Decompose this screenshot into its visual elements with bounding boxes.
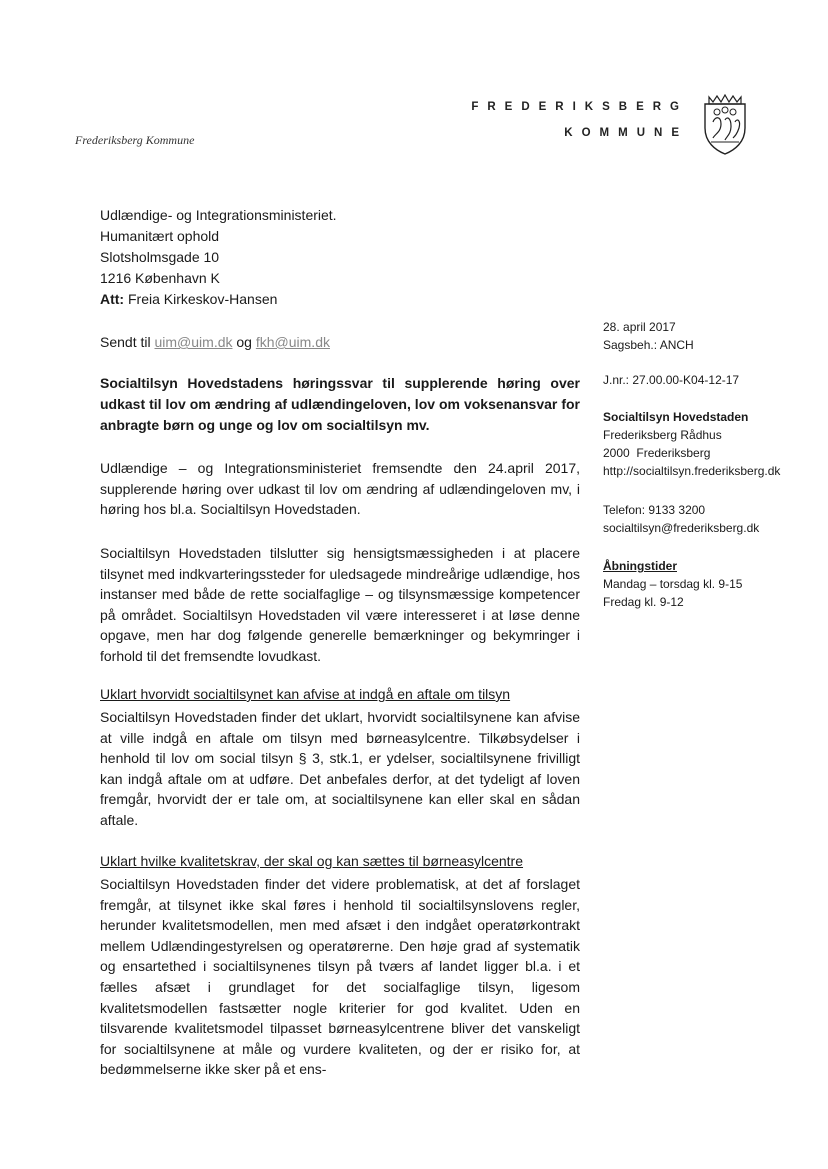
section-heading-2: Uklart hvilke kvalitetskrav, der skal og kan sættes til børneasylcentre [100, 853, 524, 869]
sent-prefix: Sendt til [100, 334, 155, 350]
org-address-line2: 2000 Frederiksberg [603, 446, 711, 460]
municipality-script-name: Frederiksberg Kommune [75, 133, 195, 147]
att-name: Freia Kirkeskov-Hansen [124, 291, 278, 307]
letter-date: 28. april 2017 [603, 320, 676, 334]
email-link-uim[interactable]: uim@uim.dk [154, 334, 233, 350]
org-email[interactable]: socialtilsyn@frederiksberg.dk [603, 521, 760, 535]
body-paragraph-3: Socialtilsyn Hovedstaden finder det uklart, hvorvidt socialtilsynene kan afvise at ville indgå en aftale om tilsyn med børneasylcentre. Tilkøbsydelser i henhold til lov om social tilsyn § 3, stk.1, er ydelser, socialtilsynene frivilligt kan indgå aftale om at udføre. Det anbefales derfor, at det tydeligt af loven fremgår, hvorvidt der er tale om, at socialtilsynene kan eller skal en sådan aftale. [100, 709, 580, 828]
address-line-city: 1216 København K [100, 270, 220, 286]
crest-icon [701, 94, 749, 156]
org-address-line1: Frederiksberg Rådhus [603, 428, 722, 442]
section-heading-1: Uklart hvorvidt socialtilsynet kan afvise at indgå en aftale om tilsyn [100, 686, 511, 702]
sidebar-contact-block [603, 501, 759, 537]
journal-number: J.nr.: 27.00.00-K04-12-17 [603, 373, 740, 387]
sent-to-line [100, 334, 330, 350]
opening-hours-weekdays: Mandag – torsdag kl. 9-15 [603, 577, 743, 591]
body-paragraph-2: Socialtilsyn Hovedstaden tilslutter sig hensigtsmæssigheden i at placere tilsynet med indkvarteringssteder for uledsagede mindreårige udlændige, hos instanser med både de rette socialfaglige – og tilsynsmæssige kompetencer på området. Socialtilsyn Hovedstaden vil være interesseret i at løse denne opgave, men har dog følgende generelle bemærkninger og bekymringer i forhold til det fremsendte lovudkast. [100, 545, 580, 664]
address-attention [100, 289, 337, 310]
sidebar-hours-block [603, 557, 742, 611]
case-officer: Sagsbeh.: ANCH [603, 338, 694, 352]
org-phone: Telefon: 9133 3200 [603, 503, 706, 517]
opening-hours-friday: Fredag kl. 9-12 [603, 595, 684, 609]
body-paragraph-1: Udlændige – og Integrationsministeriet fremsendte den 24.april 2017, supplerende høring over udkast til lov om ændring af udlændingeloven mv, i høring hos bl.a. Socialtilsyn Hovedstaden. [100, 460, 580, 518]
sent-and: og [232, 334, 256, 350]
letter-title: Socialtilsyn Hovedstadens høringssvar til supplerende høring over udkast til lov om ændring af udlændingeloven, lov om voksenansvar for anbragte børn og unge og lov om socialtilsyn mv. [100, 375, 580, 433]
address-line-department: Humanitært ophold [100, 228, 220, 244]
brand-line-frederiksberg: FREDERIKSBERG [471, 101, 688, 113]
address-line-street: Slotsholmsgade 10 [100, 249, 220, 265]
att-label: Att: [100, 291, 125, 307]
body-paragraph-4: Socialtilsyn Hovedstaden finder det videre problematisk, at det af forslaget fremgår, at tilsynet ikke skal føres i henhold til socialtilsynslovens regler, herunder kvalitetsmodellen, men med afsæt i den indgået operatørkontrakt mellem Udlændingestyrelsen og operatørerne. Den høje grad af systematik og ensartethed i socialtilsynenes tilsyn på tværs af landet ligger bl.a. i et fælles afsæt i grundlaget for det socialfaglige tilsyn, ligesom kvalitetsmodellen fastsætter nogle kriterier for god kvalitet. Uden en tilsvarende kvalitetsmodel tilpasset børneasylcentrene bliver det vanskeligt for socialtilsynene at måle og vurdere kvaliteten, og der er risiko for, at bedømmelserne ikke sker på et ens- [100, 876, 580, 1078]
sidebar-date-block [603, 318, 694, 354]
org-url[interactable]: http://socialtilsyn.frederiksberg.dk [603, 464, 781, 478]
brand-line-kommune: KOMMUNE [564, 127, 688, 139]
address-line-ministry: Udlændige- og Integrationsministeriet. [100, 207, 337, 223]
opening-hours-heading: Åbningstider [603, 559, 677, 573]
sidebar-org-block [603, 408, 780, 480]
recipient-address [100, 205, 337, 310]
email-link-fkh[interactable]: fkh@uim.dk [255, 334, 330, 350]
org-name: Socialtilsyn Hovedstaden [603, 410, 749, 424]
